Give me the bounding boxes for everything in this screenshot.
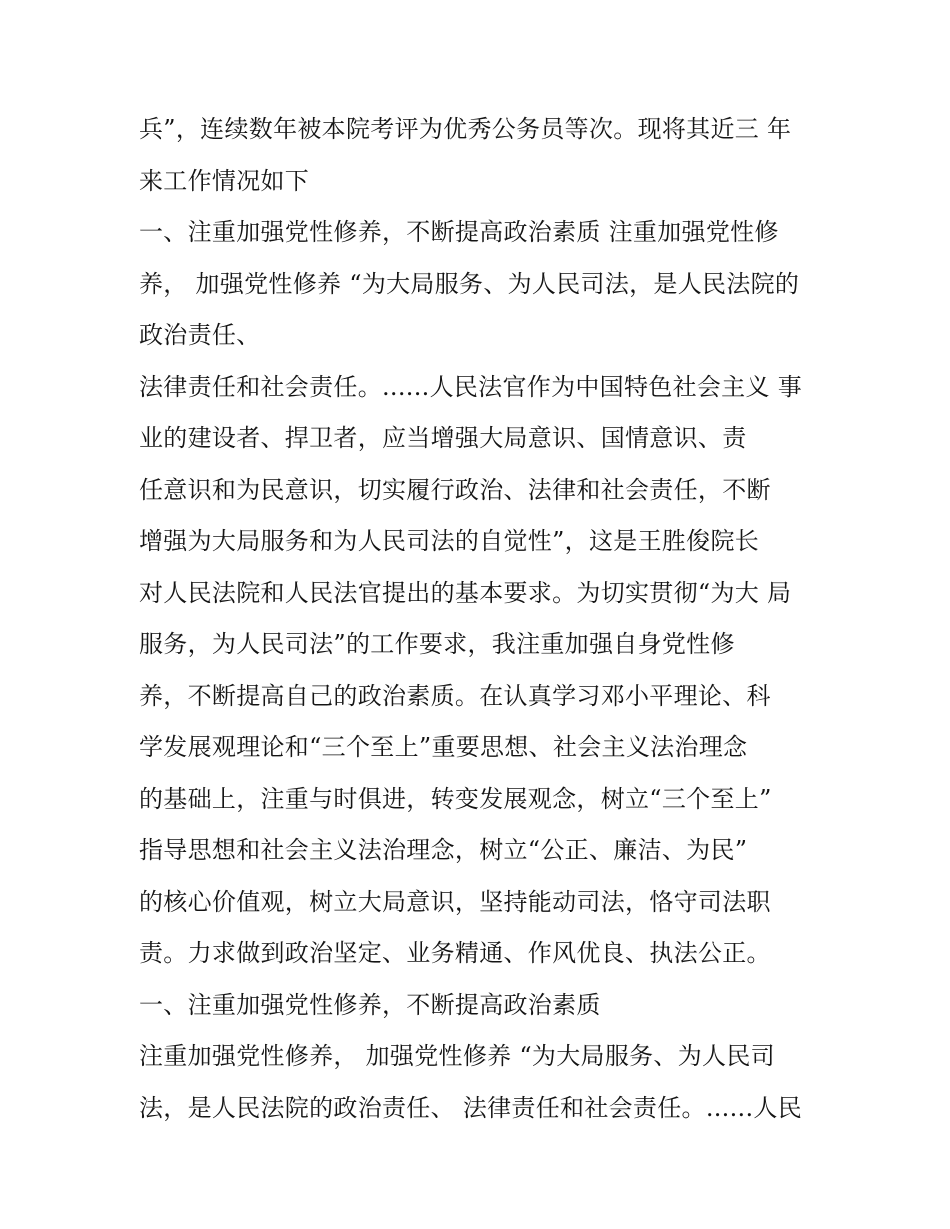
text-line-20: 法，是人民法院的政治责任、 法律责任和社会责任。......人民 bbox=[139, 1093, 803, 1122]
text-line-6: 法律责任和社会责任。......人民法官作为中国特色社会主义 事 bbox=[139, 372, 803, 401]
text-line-14: 的基础上，注重与时俱进，转变发展观念，树立“三个至上” bbox=[139, 784, 772, 813]
text-line-11: 服务，为人民司法”的工作要求，我注重加强自身党性修 bbox=[139, 630, 735, 658]
text-line-7: 业的建设者、捍卫者，应当增强大局意识、国情意识、责 bbox=[139, 424, 747, 452]
text-line-5: 政治责任、 bbox=[139, 321, 261, 349]
body-text bbox=[139, 104, 839, 1134]
text-line-15: 指导思想和社会主义法治理念，树立“公正、廉洁、为民” bbox=[139, 836, 748, 864]
text-line-16: 的核心价值观，树立大局意识，坚持能动司法，恪守司法职 bbox=[139, 887, 771, 916]
section-heading: 一、注重加强党性修养，不断提高政治素质 bbox=[139, 990, 601, 1019]
text-line-10: 对人民法院和人民法官提出的基本要求。为切实贯彻“为大 局 bbox=[139, 578, 792, 607]
text-line-19: 注重加强党性修养， 加强党性修养 “为大局服务、为人民司 bbox=[139, 1042, 775, 1070]
text-line-1: 兵”，连续数年被本院考评为优秀公务员等次。现将其近三 年 bbox=[139, 115, 792, 143]
text-line-2: 来工作情况如下 bbox=[139, 166, 310, 195]
section-heading-line: 一、注重加强党性修养，不断提高政治素质 注重加强党性修 bbox=[139, 218, 779, 246]
text-line-12: 养，不断提高自己的政治素质。在认真学习邓小平理论、科 bbox=[139, 681, 771, 710]
text-line-8: 任意识和为民意识，切实履行政治、法律和社会责任，不断 bbox=[139, 475, 771, 504]
text-line-17: 责。力求做到政治坚定、业务精通、作风优良、执法公正。 bbox=[139, 939, 771, 967]
text-line-13: 学发展观理论和“三个至上”重要思想、社会主义法治理念 bbox=[139, 733, 748, 761]
text-line-9: 增强为大局服务和为人民司法的自觉性”，这是王胜俊院长 bbox=[139, 527, 760, 555]
text-line-4: 养， 加强党性修养 “为大局服务、为人民司法，是人民法院的 bbox=[139, 269, 800, 298]
